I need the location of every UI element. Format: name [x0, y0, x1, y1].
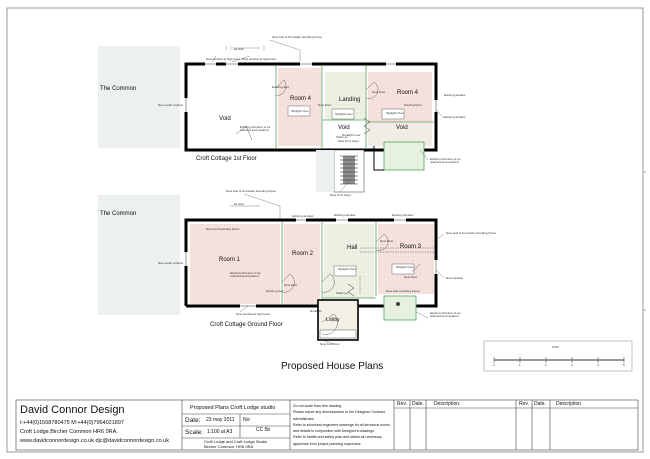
room-void-b: Void — [396, 125, 408, 131]
rev-description-header: Description. — [556, 401, 583, 407]
note: New sole & M outside boarding frame — [446, 231, 497, 235]
company-phone: t:+44(0)1568780475 M:+44(0)7964021897 — [20, 420, 124, 426]
ground-floor-label: Croft Cottage Ground Floor — [210, 322, 283, 328]
no-value: CC 5b — [256, 427, 271, 433]
project-line-1: Croft Lodge and Croft Lodge Studio — [204, 439, 268, 444]
note: New sole & M outside boarding frame — [226, 189, 277, 193]
note: Rooflight — [310, 309, 322, 313]
disclaimer-line: administrator — [293, 416, 314, 421]
project-line-2: Bircher Common, HR6 0RA — [204, 444, 254, 449]
note: Skylight Over — [338, 267, 356, 271]
note: New window at high level — [206, 57, 240, 61]
note: Stairs up — [336, 135, 348, 139]
room-void-main: Void — [219, 116, 231, 122]
note: New front steps — [330, 193, 351, 197]
note: Skylight Over — [386, 111, 404, 115]
disclaimer-line: Do not scale from this drawing — [293, 404, 342, 408]
rev-description-header: Description. — [434, 401, 461, 407]
drawing-title: Proposed Plans Croft Lodge studio — [190, 405, 276, 411]
room-1: Room 1 — [219, 257, 241, 263]
room-4-right: Room 4 — [397, 90, 419, 96]
note: Existing structure to be retained and repaired — [430, 157, 461, 164]
scale-tick: 5 — [623, 363, 625, 367]
note: Skylight Over — [335, 112, 353, 116]
disclaimer-line: Please report any discrepancies to the Designer/ Contract — [293, 410, 386, 415]
note: Skylight Over — [291, 109, 309, 113]
note: New Door — [284, 283, 298, 287]
common-label-top: The Common — [100, 86, 137, 92]
note: Existing structure to be retained and repaired — [430, 311, 461, 318]
room-hall: Hall — [347, 245, 358, 251]
rev-date-header: Date. — [412, 401, 424, 407]
no-label: No: — [243, 417, 251, 423]
note: Existing structure to be retained and repaired — [230, 271, 261, 278]
note: Existing door — [266, 289, 284, 293]
note: New window at high level — [236, 312, 270, 316]
room-2: Room 2 — [292, 251, 314, 257]
scale-tick: 1 — [519, 363, 521, 367]
note: Existing window — [444, 115, 466, 119]
note: New Door — [372, 90, 386, 94]
scale-value: 1:100 at A3 — [207, 429, 233, 435]
disclaimer-line: and details in conjunction with Designer's drawings — [293, 429, 374, 434]
note: Existing door — [272, 85, 290, 89]
note: Existing window — [292, 214, 314, 218]
room-4-left: Room 4 — [290, 96, 312, 102]
company-name: David Connor Design — [20, 404, 125, 416]
note: as built — [234, 202, 244, 206]
disclaimer-line: Refer to health and safety plan and obtain all necessary — [293, 435, 382, 440]
note: Rooflight over — [342, 133, 361, 137]
common-label-bottom: The Common — [100, 211, 137, 217]
note: New south window — [158, 103, 184, 107]
company-address: Croft Lodge,Bircher Common HR6 0RA. — [20, 429, 118, 435]
note: Existing window — [334, 213, 356, 217]
note: New Door — [404, 275, 418, 279]
note: Skylight Over — [396, 265, 414, 269]
disclaimer-notes — [293, 403, 393, 447]
scale-tick: 4 — [597, 363, 599, 367]
room-3: Room 3 — [400, 244, 422, 250]
note: New window at high level — [242, 57, 276, 61]
rev-date-header: Date. — [534, 401, 546, 407]
scale-bar-label: 1000 — [552, 345, 559, 349]
note: Existing Door — [404, 103, 422, 107]
scale-tick: 2 — [545, 363, 547, 367]
note: New south window — [158, 261, 184, 265]
note: New Door — [380, 239, 394, 243]
note: Stairs up — [336, 291, 348, 295]
date-label: Date: — [185, 417, 201, 424]
disclaimer-line: approvals from project planning supervisor. — [293, 441, 362, 446]
room-lobby: Lobby — [326, 317, 340, 323]
note: New stud boarding frame — [206, 227, 240, 231]
note: New window — [446, 276, 463, 280]
rev-header: Rev. — [519, 401, 529, 407]
note: Existing window — [392, 213, 414, 217]
note: New front door — [320, 342, 340, 346]
note: New Door — [318, 103, 332, 107]
note: as built — [234, 47, 244, 51]
note: New sole & M outside boarding frame — [272, 35, 323, 39]
note: New front steps — [338, 139, 359, 143]
disclaimer-line: Refer to structural engineers drawings for all structural works — [293, 422, 390, 427]
room-landing: Landing — [339, 97, 361, 103]
note: Existing structure to be retained and repaired — [240, 125, 271, 132]
first-floor-label: Croft Cottage 1st Floor — [196, 156, 257, 162]
common-area-top — [98, 46, 180, 148]
rev-header: Rev. — [397, 401, 407, 407]
scale-tick: 3 — [571, 363, 573, 367]
scale-tick: 0 — [493, 363, 495, 367]
note: New stair boarding frame — [386, 289, 420, 293]
date-value: 23 may 2011 — [206, 417, 235, 423]
room-void-a: Void — [338, 125, 350, 131]
company-web: www.davidconnordesign.co.uk djc@davidconnordesign.co.uk — [20, 438, 169, 444]
plan-title: Proposed House Plans — [281, 361, 384, 372]
note: Existing window — [444, 93, 466, 97]
scale-label: Scale: — [185, 429, 204, 436]
